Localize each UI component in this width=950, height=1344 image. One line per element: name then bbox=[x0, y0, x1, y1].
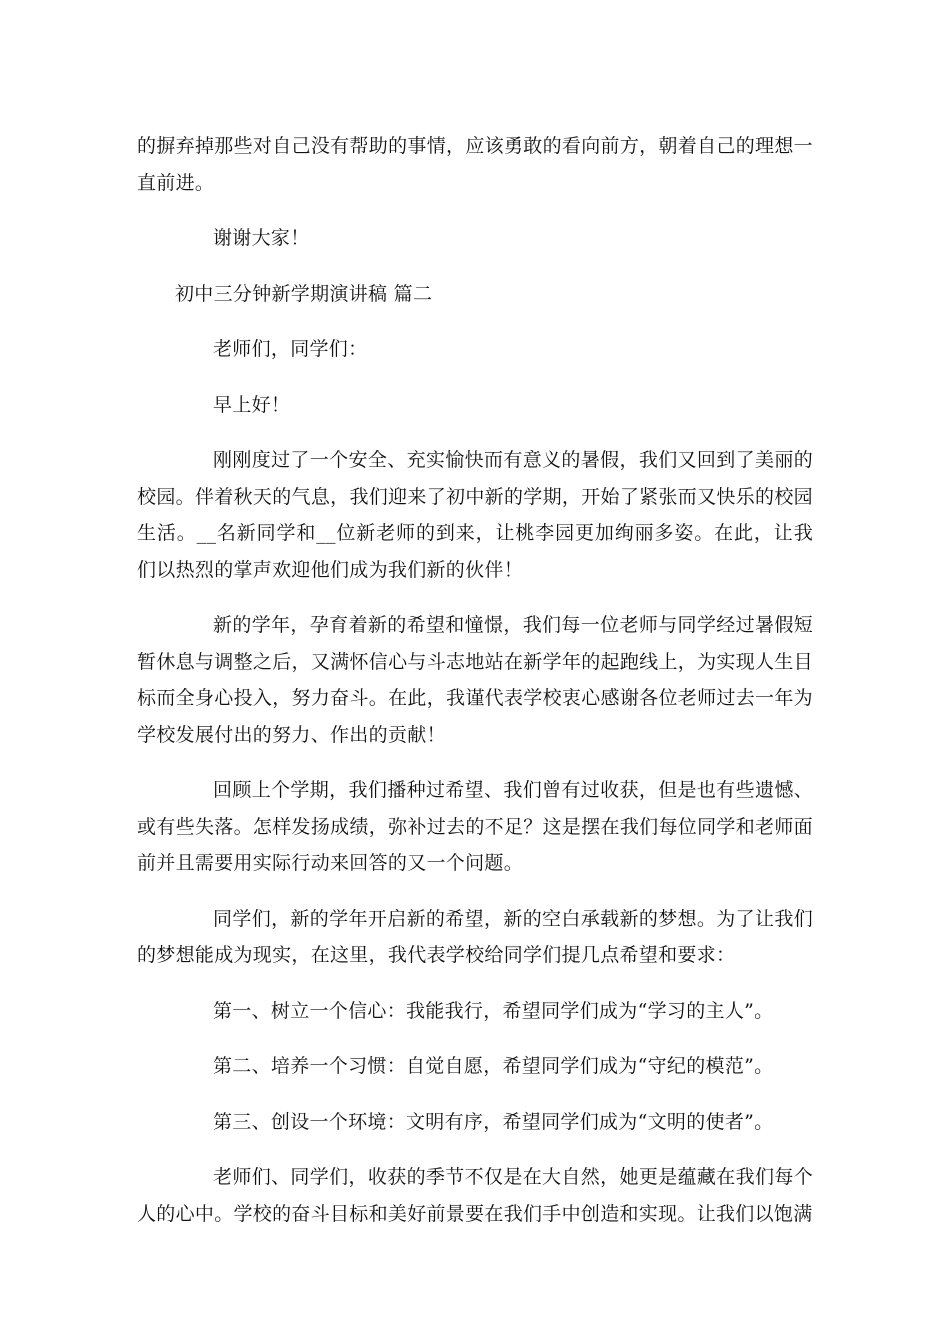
list-item: 第一、树立一个信心：我能我行，希望同学们成为“学习的主人”。 bbox=[213, 999, 774, 1022]
document-body bbox=[137, 128, 813, 1251]
paragraph-thanks: 谢谢大家！ bbox=[213, 227, 310, 249]
paragraph-body: 同学们，新的学年开启新的希望，新的空白承载新的梦想。为了让我们的梦想能成为现实，在这里，我代表学校给同学们提几点希望和要求： bbox=[137, 907, 813, 966]
paragraph-body: 新的学年，孕育着新的希望和憧憬，我们每一位老师与同学经过暑假短暂休息与调整之后，又满怀信心与斗志地站在新学年的起跑线上，为实现人生目标而全身心投入，努力奋斗。在此，我谨代表学校衷心感谢各位老师过去一年为学校发展付出的努力、作出的贡献！ bbox=[137, 614, 813, 746]
paragraph-greeting: 早上好！ bbox=[213, 393, 291, 416]
section-heading: 初中三分钟新学期演讲稿 篇二 bbox=[175, 282, 433, 305]
paragraph-body: 回顾上个学期，我们播种过希望、我们曾有过收获，但是也有些遗憾、或有些失落。怎样发扬成绩，弥补过去的不足？这是摆在我们每位同学和老师面前并且需要用实际行动来回答的又一个问题。 bbox=[137, 779, 813, 874]
paragraph-continuation: 的摒弃掉那些对自己没有帮助的事情，应该勇敢的看向前方，朝着自己的理想一直前进。 bbox=[137, 135, 813, 194]
list-item: 第二、培养一个习惯：自觉自愿，希望同学们成为“守纪的模范”。 bbox=[213, 1055, 774, 1077]
paragraph-body: 老师们、同学们，收获的季节不仅是在大自然，她更是蕴藏在我们每个人的心中。学校的奋斗目标和美好前景要在我们手中创造和实现。让我们以饱满 bbox=[137, 1166, 813, 1225]
paragraph-salutation: 老师们，同学们： bbox=[213, 338, 368, 360]
paragraph-body: 刚刚度过了一个安全、充实愉快而有意义的暑假，我们又回到了美丽的校园。伴着秋天的气息，我们迎来了初中新的学期，开始了紧张而又快乐的校园生活。__名新同学和__位新老师的到来，让桃李园更加绚丽多姿。在此，让我们以热烈的掌声欢迎他们成为我们新的伙伴！ bbox=[137, 449, 813, 581]
list-item: 第三、创设一个环境：文明有序，希望同学们成为“文明的使者”。 bbox=[213, 1110, 774, 1133]
